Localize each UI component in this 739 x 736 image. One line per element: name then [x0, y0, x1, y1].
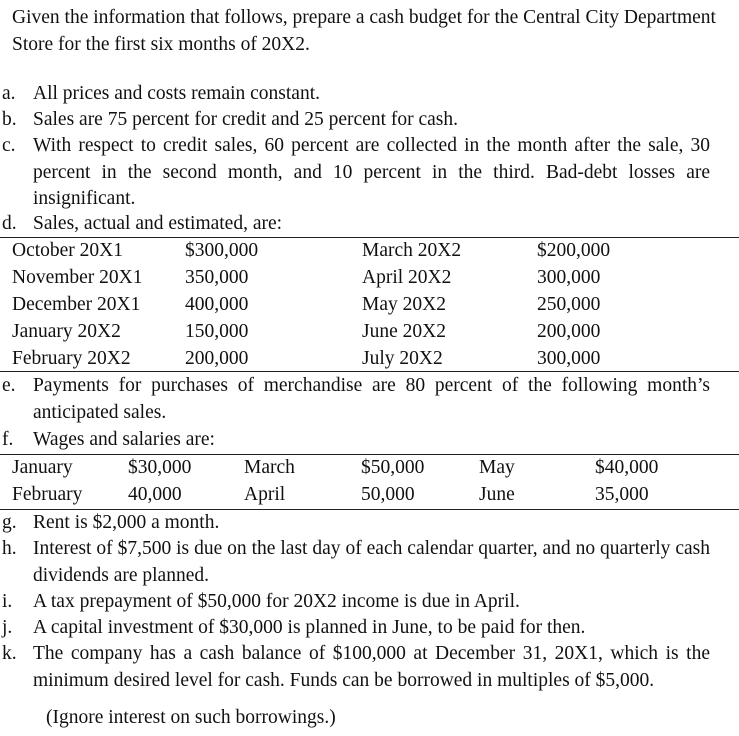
- sales-value: $200,000: [537, 240, 611, 261]
- sales-value: 300,000: [537, 267, 601, 288]
- item-text: Sales, actual and estimated, are:: [33, 213, 283, 234]
- item-label: i.: [2, 591, 13, 612]
- sales-month: November 20X1: [12, 267, 143, 288]
- item-text: Interest of $7,500 is due on the last day of each calendar quarter, and no quarterly cash dividends are planned.: [33, 538, 710, 586]
- item-text: A tax prepayment of $50,000 for 20X2 income is due in April.: [33, 591, 520, 612]
- sales-value: 200,000: [185, 348, 249, 369]
- sales-month: December 20X1: [12, 294, 141, 315]
- sales-value: 250,000: [537, 294, 601, 315]
- wages-value: $50,000: [361, 457, 425, 478]
- wages-value: 35,000: [595, 484, 649, 505]
- item-text: Wages and salaries are:: [33, 429, 215, 450]
- sales-month: April 20X2: [362, 267, 452, 288]
- wages-value: 40,000: [128, 484, 182, 505]
- item-label: a.: [2, 83, 16, 104]
- sales-value: 200,000: [537, 321, 601, 342]
- sales-value: $300,000: [185, 240, 259, 261]
- item-text: A capital investment of $30,000 is planned in June, to be paid for then.: [33, 617, 586, 638]
- sales-month: October 20X1: [12, 240, 124, 261]
- item-text: Rent is $2,000 a month.: [33, 512, 220, 533]
- sales-month: January 20X2: [12, 321, 121, 342]
- item-text: The company has a cash balance of $100,000 at December 31, 20X1, which is the minimum desired level for cash. Funds can be borrowed in multiples of $5,000.: [33, 643, 710, 691]
- sales-month: March 20X2: [362, 240, 462, 261]
- item-label: h.: [2, 538, 17, 559]
- sales-value: 400,000: [185, 294, 249, 315]
- sales-month: June 20X2: [362, 321, 446, 342]
- item-label: j.: [2, 617, 13, 638]
- problem-intro: Given the information that follows, prepare a cash budget for the Central City Department Store for the first six months of 20X2.: [12, 7, 716, 55]
- wages-value: $40,000: [595, 457, 659, 478]
- item-label: c.: [2, 135, 16, 156]
- item-text: Sales are 75 percent for credit and 25 percent for cash.: [33, 109, 459, 130]
- item-label: f.: [2, 429, 14, 450]
- wages-month: June: [479, 484, 515, 505]
- sales-month: July 20X2: [362, 348, 443, 369]
- item-label: k.: [2, 643, 17, 664]
- item-text: All prices and costs remain constant.: [33, 83, 321, 104]
- wages-month: May: [479, 457, 515, 478]
- wages-value: 50,000: [361, 484, 415, 505]
- sales-table-bottom-rule: [0, 371, 739, 372]
- wages-month: March: [244, 457, 295, 478]
- item-label: e.: [2, 375, 16, 396]
- wages-month: April: [244, 484, 286, 505]
- item-label: d.: [2, 213, 17, 234]
- item-label: g.: [2, 512, 17, 533]
- sales-value: 300,000: [537, 348, 601, 369]
- sales-value: 150,000: [185, 321, 249, 342]
- wages-month: February: [12, 484, 83, 505]
- wages-month: January: [12, 457, 73, 478]
- sales-value: 350,000: [185, 267, 249, 288]
- borrowing-note: (Ignore interest on such borrowings.): [46, 707, 336, 728]
- sales-month: February 20X2: [12, 348, 131, 369]
- sales-month: May 20X2: [362, 294, 446, 315]
- item-label: b.: [2, 109, 17, 130]
- item-text: With respect to credit sales, 60 percent are collected in the month after the sale, 30 percent in the second month, and 10 percent in the third. Bad-debt losses are insignificant.: [33, 135, 710, 209]
- wages-value: $30,000: [128, 457, 192, 478]
- item-text: Payments for purchases of merchandise are 80 percent of the following month’s anticipated sales.: [33, 375, 710, 423]
